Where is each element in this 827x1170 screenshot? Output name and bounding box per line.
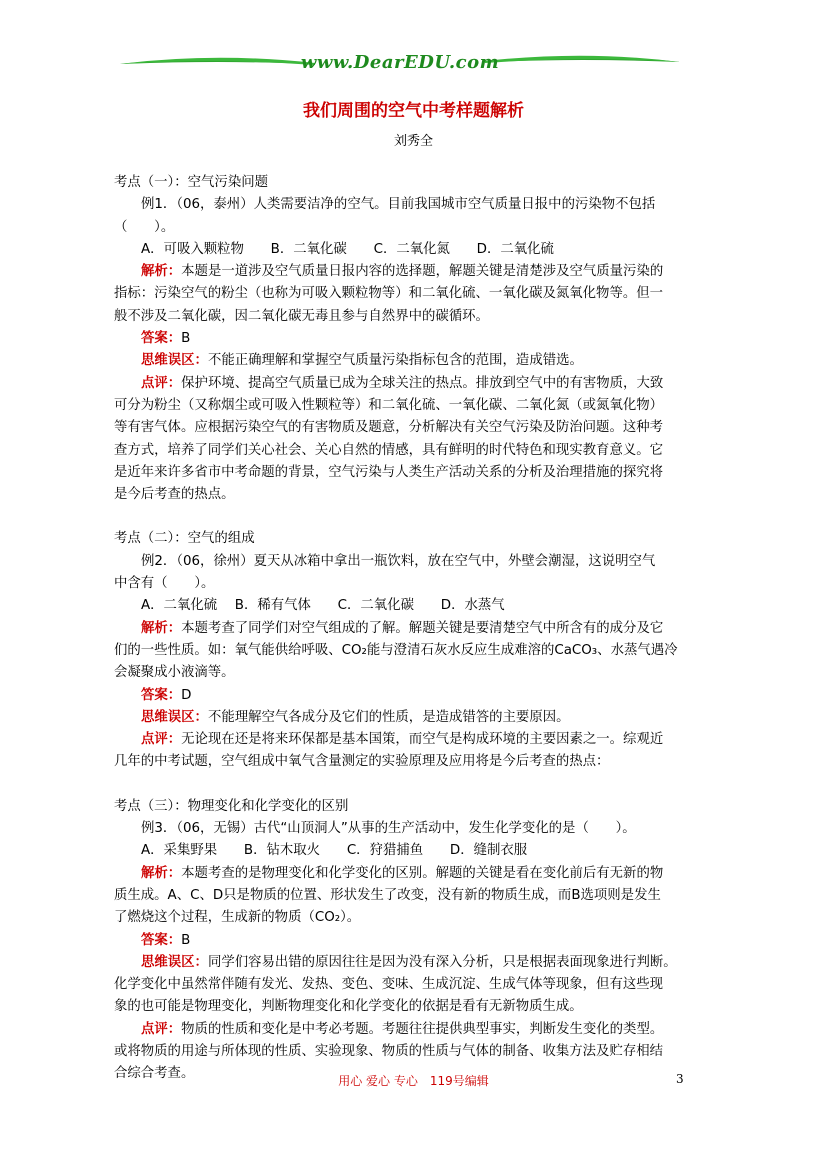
mistake-label: 思维误区： (141, 954, 208, 970)
comment-paragraph (114, 1019, 714, 1041)
answer-line (114, 328, 714, 350)
comment-text: 或将物质的用途与所体现的性质、实验现象、物质的性质与气体的制备、收集方法及贮存相结 (114, 1043, 664, 1059)
mistake-text: 不能正确理解和掌握空气质量污染指标包含的范围，造成错选。 (207, 353, 583, 369)
mistake-label: 思维误区： (141, 353, 208, 369)
analysis-text: 般不涉及二氧化碳，因二氧化碳无毒且参与自然界中的碳循环。 (114, 308, 489, 324)
mistake-text: 象的也可能是物理变化，判断物理变化和化学变化的依据是看有无新物质生成。 (114, 999, 583, 1015)
comment-text: 查方式，培养了同学们关心社会、关心自然的情感，具有鲜明的时代特色和现实教育意义。它 (114, 442, 664, 458)
question-text: 中含有（ ）。 (114, 576, 215, 592)
mistake-text: 化学变化中虽然常伴随有发光、发热、变色、变味、生成沉淀、生成气体等现象，但有这些现 (114, 977, 664, 993)
comment-text: 是今后考查的热点。 (114, 487, 235, 503)
comment-label: 点评： (141, 1021, 182, 1037)
comment-text: 保护环境、提高空气质量已成为全球关注的热点。排放到空气中的有害物质，大致 (181, 375, 664, 391)
analysis-label: 解析： (141, 264, 182, 280)
document-title: 我们周围的空气中考样题解析 (303, 101, 524, 121)
section-heading: 考点（三）：物理变化和化学变化的区别 (114, 798, 349, 814)
analysis-label: 解析： (141, 865, 182, 881)
comment-text: 可分为粉尘（又称烟尘或可吸入性颗粒等）和二氧化硫、一氧化碳、二氧化氮（或氮氧化物） (114, 397, 664, 413)
site-name[interactable]: www.DearEDU.com (300, 52, 500, 73)
comment-text: 物质的性质和变化是中考必考题。考题往往提供典型事实，判断发生变化的类型。 (181, 1021, 664, 1037)
analysis-text: 指标：污染空气的粉尘（也称为可吸入颗粒物等）和二氧化硫、一氧化碳及氮氧化物等。但一 (114, 286, 664, 302)
question-options: A．二氧化硫 B．稀有气体 C．二氧化碳 D．水蒸气 (141, 598, 505, 614)
answer-label: 答案： (141, 331, 182, 347)
analysis-text: 们的一些性质。如：氧气能供给呼吸、CO₂能与澄清石灰水反应生成难溶的CaCO₃、水蒸气遇冷 (114, 642, 678, 658)
mistake-text: 同学们容易出错的原因往往是因为没有深入分析，只是根据表面现象进行判断。 (207, 954, 677, 970)
comment-label: 点评： (141, 732, 182, 748)
comment-text: 是近年来许多省市中考命题的背景，空气污染与人类生产活动关系的分析及治理措施的探究将 (114, 464, 664, 480)
analysis-text: 本题考查了同学们对空气组成的了解。解题关键是要清楚空气中所含有的成分及它 (181, 620, 664, 636)
site-logo-banner (120, 46, 680, 80)
analysis-paragraph (114, 618, 714, 640)
analysis-paragraph (114, 261, 714, 283)
analysis-paragraph (114, 863, 714, 885)
section-heading: 考点（一）：空气污染问题 (114, 175, 268, 190)
analysis-text: 本题是一道涉及空气质量日报内容的选择题，解题关键是清楚涉及空气质量污染的 (181, 264, 664, 280)
mistake-paragraph (114, 952, 714, 974)
page-number: 3 (676, 1072, 684, 1086)
comment-text: 无论现在还是将来环保都是基本国策，而空气是构成环境的主要因素之一。综观近 (181, 732, 664, 748)
question-options: A．可吸入颗粒物 B．二氧化碳 C．二氧化氮 D．二氧化硫 (141, 241, 554, 257)
answer-line (114, 685, 714, 707)
mistake-text: 不能理解空气各成分及它们的性质，是造成错答的主要原因。 (207, 709, 570, 725)
mistake-paragraph (114, 350, 714, 372)
comment-paragraph (114, 729, 714, 751)
answer-value: D (181, 687, 192, 703)
question-text: 例3．（06，无锡）古代“山顶洞人”从事的生产活动中，发生化学变化的是（ ）。 (141, 821, 636, 837)
question-text: 例2．（06，徐州）夏天从冰箱中拿出一瓶饮料，放在空气中，外壁会潮湿，这说明空气 (141, 553, 656, 569)
answer-label: 答案： (141, 932, 182, 948)
comment-label: 点评： (141, 375, 182, 391)
section-heading: 考点（二）：空气的组成 (114, 531, 255, 547)
mistake-paragraph (114, 707, 714, 729)
page-footer: 用心 爱心 专心 119号编辑 (338, 1074, 489, 1088)
comment-text: 几年的中考试题，空气组成中氧气含量测定的实验原理及应用将是今后考查的热点： (114, 754, 610, 770)
analysis-text: 了燃烧这个过程，生成新的物质（CO₂）。 (114, 910, 361, 926)
question-options: A．采集野果 B．钻木取火 C．狩猎捕鱼 D．缝制衣服 (141, 843, 528, 859)
comment-paragraph (114, 373, 714, 395)
analysis-text: 质生成。A、C、D只是物质的位置、形状发生了改变，没有新的物质生成，而B选项则是发生 (114, 887, 661, 903)
answer-label: 答案： (141, 687, 182, 703)
analysis-text: 本题考查的是物理变化和化学变化的区别。解题的关键是看在变化前后有无新的物 (181, 865, 664, 881)
answer-value: B (181, 932, 191, 948)
comment-text: 等有害气体。应根据污染空气的有害物质及题意，分析解决有关空气污染及防治问题。这种考 (114, 420, 664, 436)
answer-line (114, 930, 714, 952)
answer-value: B (181, 331, 191, 347)
mistake-label: 思维误区： (141, 709, 208, 725)
author-name: 刘秀全 (393, 134, 433, 149)
document-body (114, 172, 714, 1086)
question-text: （ ）。 (114, 219, 175, 235)
analysis-label: 解析： (141, 620, 182, 636)
question-text: 例1．（06，泰州）人类需要洁净的空气。目前我国城市空气质量日报中的污染物不包括 (141, 197, 656, 213)
comment-text: 合综合考查。 (114, 1066, 195, 1082)
analysis-text: 会凝聚成小液滴等。 (114, 665, 235, 681)
